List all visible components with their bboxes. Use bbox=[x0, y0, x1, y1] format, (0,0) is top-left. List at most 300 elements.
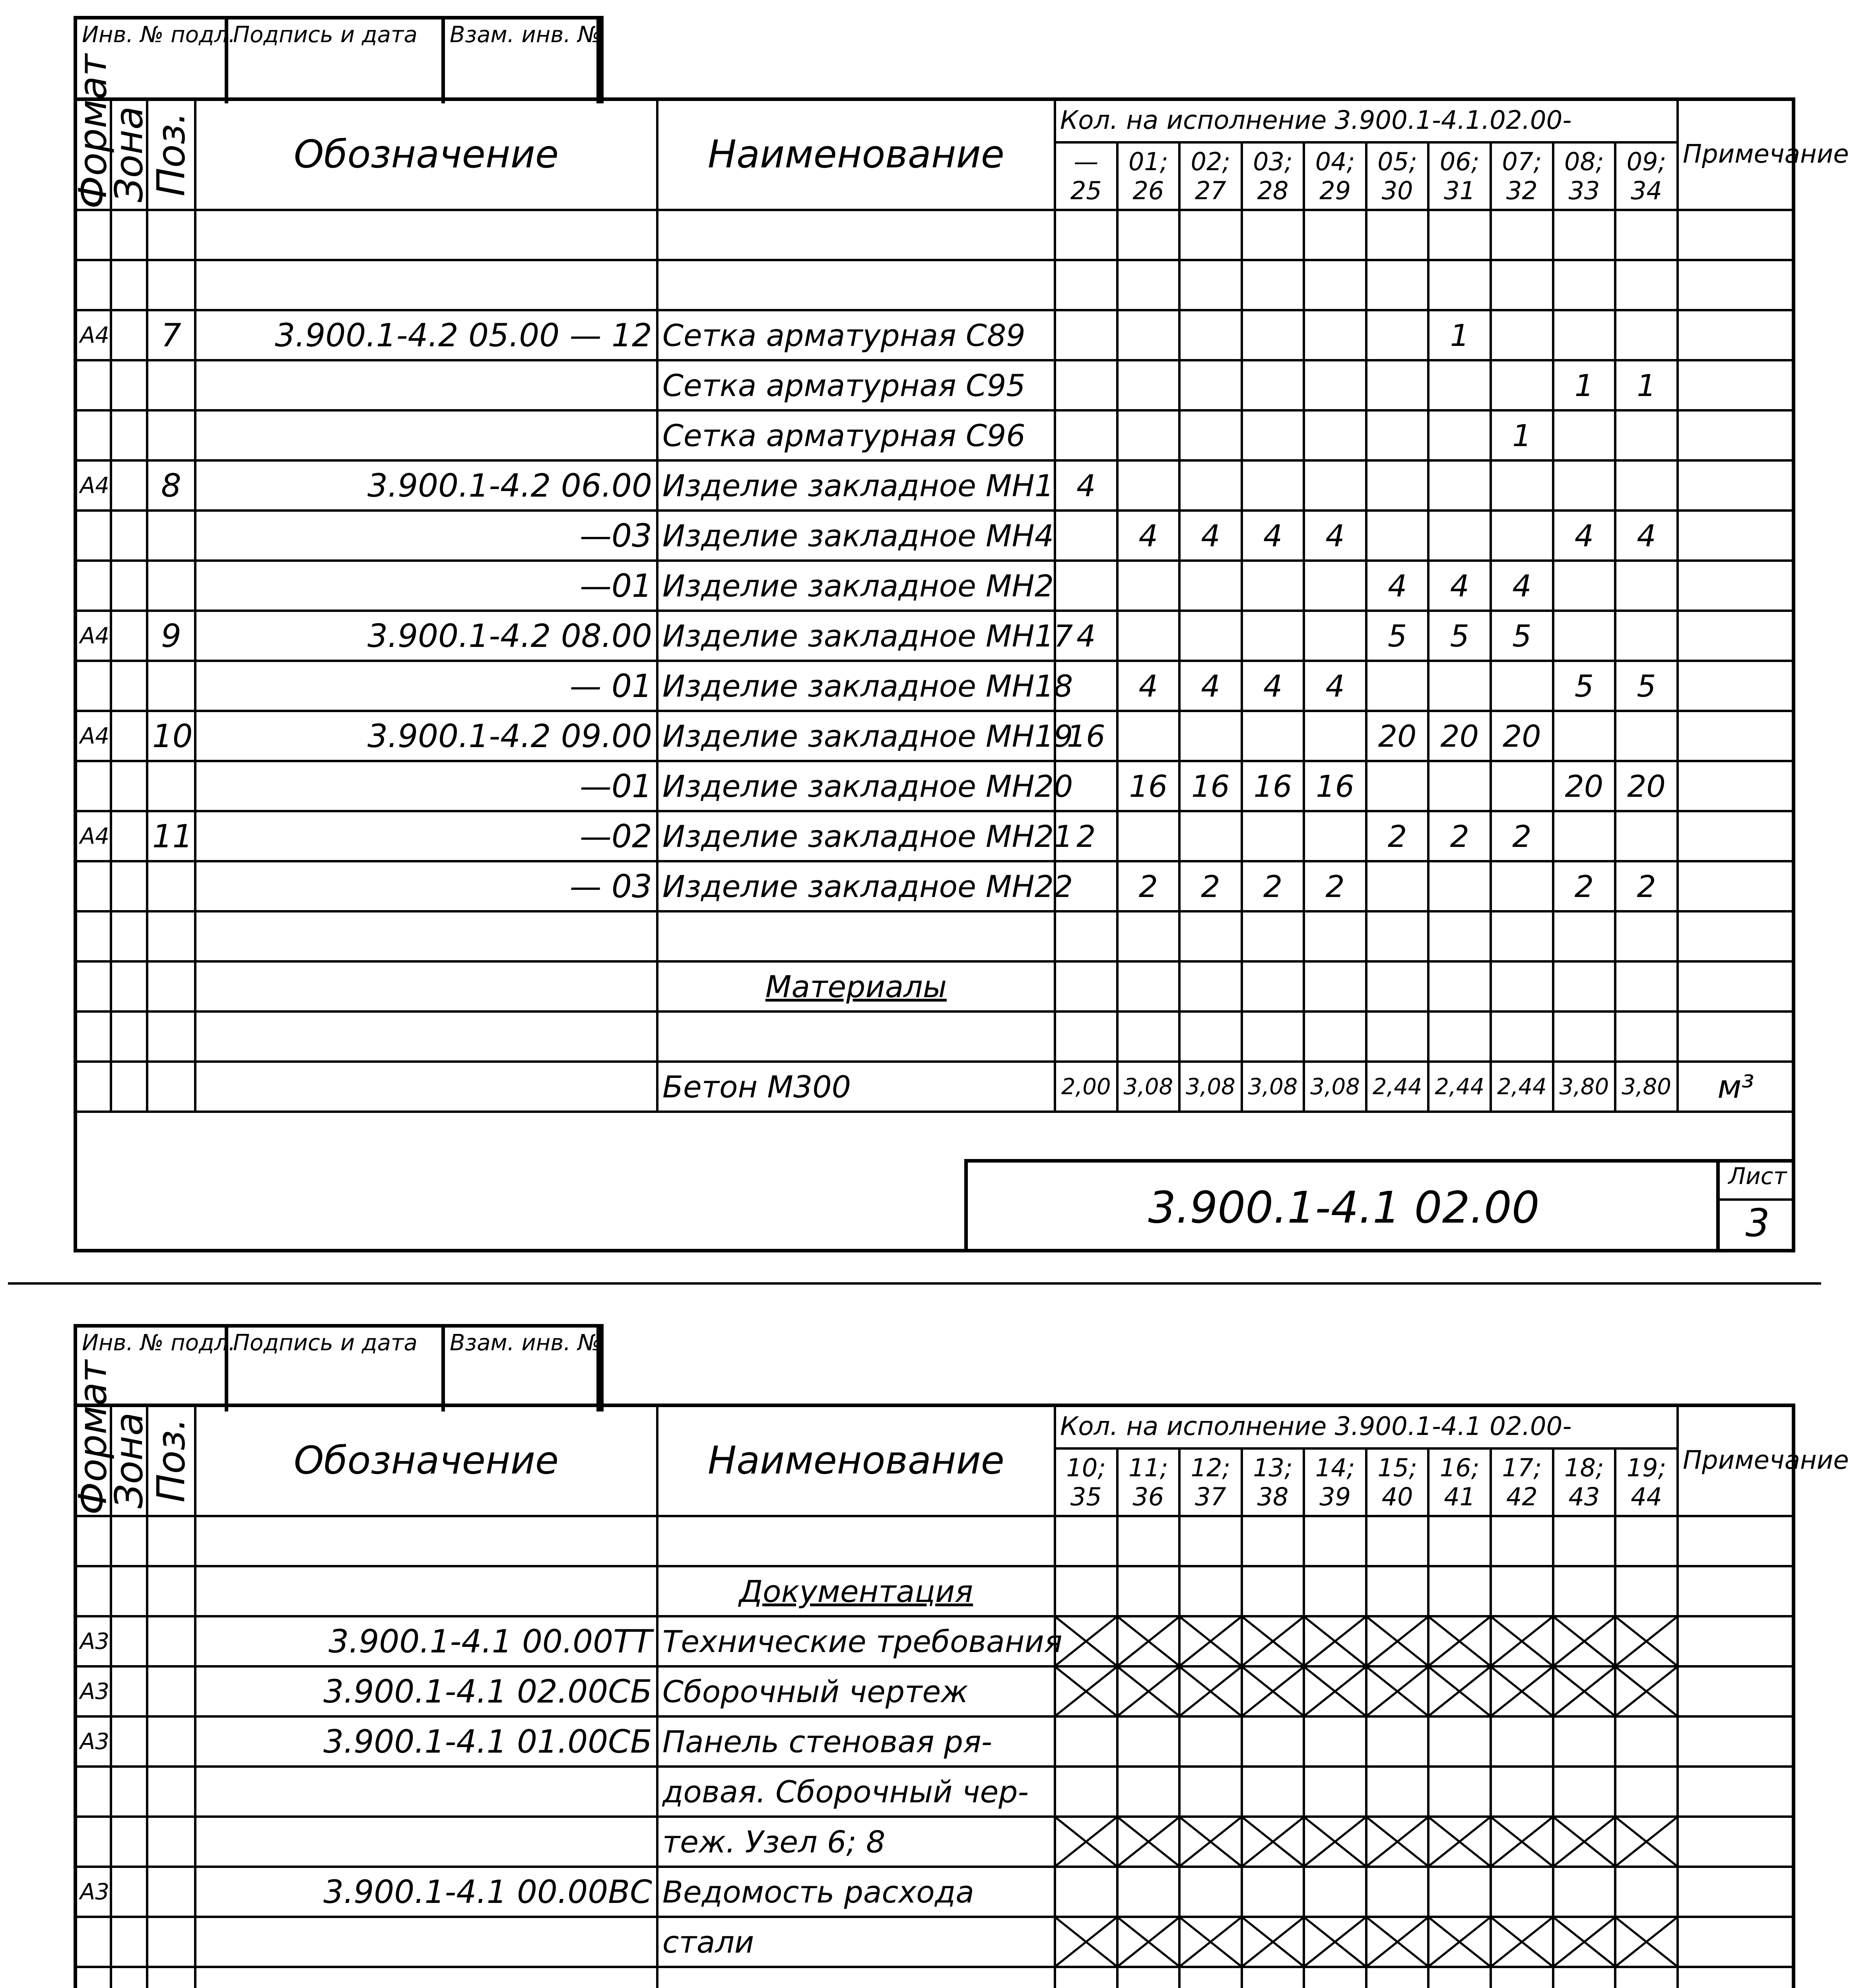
sheet-number-box bbox=[1716, 1163, 1795, 1252]
quantity-cell bbox=[1366, 911, 1429, 961]
table-row bbox=[75, 1967, 1794, 1988]
quantity-cell bbox=[1491, 310, 1553, 360]
quantity-cell bbox=[1055, 961, 1117, 1011]
not-applicable-cross bbox=[1242, 1666, 1304, 1716]
zone-cell bbox=[111, 1516, 147, 1566]
designation-header: Обозначение bbox=[195, 1405, 657, 1516]
designation-cell: —01 bbox=[195, 761, 657, 811]
quantity-cell bbox=[1055, 260, 1117, 310]
quantity-cell bbox=[1491, 1867, 1553, 1917]
quantity-cell bbox=[1491, 661, 1553, 711]
designation-cell bbox=[195, 1817, 657, 1867]
zone-cell bbox=[111, 260, 147, 310]
inventory-block bbox=[74, 1324, 604, 1411]
designation-cell: 3.900.1-4.1 01.00СБ bbox=[195, 1716, 657, 1767]
quantity-cell: 3,08 bbox=[1179, 1062, 1242, 1112]
quantity-cell bbox=[1366, 1967, 1429, 1988]
quantity-cell bbox=[1366, 961, 1429, 1011]
not-applicable-cross bbox=[1055, 1917, 1117, 1967]
quantity-cell bbox=[1179, 310, 1242, 360]
name-cell: стали bbox=[657, 1917, 1055, 1967]
format-cell bbox=[75, 260, 111, 310]
note-cell bbox=[1678, 811, 1794, 861]
quantity-cell: 2 bbox=[1615, 861, 1678, 911]
quantity-cell bbox=[1179, 1516, 1242, 1566]
name-cell: Сетка арматурная С89 bbox=[657, 310, 1055, 360]
format-header: Формат bbox=[75, 1405, 111, 1516]
quantity-cell bbox=[1615, 410, 1678, 460]
not-applicable-cross bbox=[1242, 1616, 1304, 1666]
quantity-cell bbox=[1366, 661, 1429, 711]
format-cell bbox=[75, 1967, 111, 1988]
quantity-cell bbox=[1615, 1767, 1678, 1817]
quantity-cell bbox=[1179, 561, 1242, 611]
zone-cell bbox=[111, 1817, 147, 1867]
zone-cell bbox=[111, 661, 147, 711]
not-applicable-cross bbox=[1615, 1817, 1678, 1867]
quantity-cell bbox=[1179, 1566, 1242, 1616]
quantity-cell bbox=[1366, 260, 1429, 310]
position-cell bbox=[147, 1867, 195, 1917]
quantity-cell bbox=[1304, 561, 1366, 611]
format-cell: А4 bbox=[75, 711, 111, 761]
format-cell bbox=[75, 661, 111, 711]
quantity-cell: 16 bbox=[1242, 761, 1304, 811]
quantity-cell bbox=[1615, 310, 1678, 360]
zone-cell bbox=[111, 761, 147, 811]
quantity-cell bbox=[1553, 410, 1616, 460]
format-cell: А4 bbox=[75, 611, 111, 661]
name-cell: Ведомость расхода bbox=[657, 1867, 1055, 1917]
table-row bbox=[75, 711, 1794, 761]
quantity-cell bbox=[1428, 1967, 1491, 1988]
variant-header: 11; 36 bbox=[1117, 1448, 1180, 1516]
zone-cell bbox=[111, 1767, 147, 1817]
signature-date-label: Подпись и дата bbox=[228, 1328, 445, 1411]
quantity-cell bbox=[1428, 511, 1491, 561]
name-cell: Технические требования bbox=[657, 1616, 1055, 1666]
quantity-cell bbox=[1117, 1867, 1180, 1917]
table-row bbox=[75, 961, 1794, 1011]
quantity-cell: 2 bbox=[1491, 811, 1553, 861]
note-cell bbox=[1678, 210, 1794, 260]
quantity-cell bbox=[1304, 1516, 1366, 1566]
quantity-cell bbox=[1117, 260, 1180, 310]
position-cell bbox=[147, 210, 195, 260]
quantity-cell bbox=[1117, 561, 1180, 611]
designation-cell: —01 bbox=[195, 561, 657, 611]
quantity-cell bbox=[1179, 260, 1242, 310]
format-cell bbox=[75, 861, 111, 911]
name-cell: Сборочный чертеж bbox=[657, 1666, 1055, 1716]
quantity-cell bbox=[1117, 911, 1180, 961]
not-applicable-cross bbox=[1304, 1817, 1366, 1867]
document-code: 3.900.1-4.1 02.00 bbox=[1148, 1182, 1540, 1233]
quantity-cell bbox=[1366, 310, 1429, 360]
quantity-cell bbox=[1242, 460, 1304, 511]
zone-cell bbox=[111, 1967, 147, 1988]
quantity-cell bbox=[1179, 911, 1242, 961]
quantity-cell bbox=[1304, 210, 1366, 260]
quantity-cell bbox=[1366, 1011, 1429, 1062]
quantity-cell bbox=[1428, 410, 1491, 460]
designation-cell: 3.900.1-4.1 00.00ТТ bbox=[195, 1616, 657, 1666]
quantity-cell bbox=[1242, 1566, 1304, 1616]
not-applicable-cross bbox=[1179, 1817, 1242, 1867]
designation-cell: —02 bbox=[195, 811, 657, 861]
variant-header: 14; 39 bbox=[1304, 1448, 1366, 1516]
quantity-cell: 3,08 bbox=[1304, 1062, 1366, 1112]
table-row bbox=[75, 561, 1794, 611]
format-cell bbox=[75, 511, 111, 561]
name-cell: Изделие закладное МН18 bbox=[657, 661, 1055, 711]
designation-cell bbox=[195, 260, 657, 310]
format-cell bbox=[75, 911, 111, 961]
quantity-cell bbox=[1428, 911, 1491, 961]
not-applicable-cross bbox=[1491, 1616, 1553, 1666]
zone-cell bbox=[111, 1716, 147, 1767]
zone-cell bbox=[111, 511, 147, 561]
quantity-cell: 2 bbox=[1117, 861, 1180, 911]
name-cell bbox=[657, 1516, 1055, 1566]
quantity-cell bbox=[1491, 460, 1553, 511]
quantity-cell bbox=[1179, 1867, 1242, 1917]
format-cell: А4 bbox=[75, 460, 111, 511]
note-cell bbox=[1678, 360, 1794, 410]
inv-no-label: Инв. № подл. bbox=[77, 19, 228, 103]
designation-cell: —03 bbox=[195, 511, 657, 561]
quantity-header: Кол. на исполнение 3.900.1-4.1.02.00- bbox=[1055, 99, 1678, 142]
table-row bbox=[75, 511, 1794, 561]
table-row bbox=[75, 1666, 1794, 1716]
quantity-cell: 5 bbox=[1553, 661, 1616, 711]
quantity-cell: 4 bbox=[1242, 511, 1304, 561]
quantity-cell: 3,08 bbox=[1117, 1062, 1180, 1112]
not-applicable-cross bbox=[1304, 1917, 1366, 1967]
designation-cell bbox=[195, 210, 657, 260]
name-cell bbox=[657, 210, 1055, 260]
quantity-cell bbox=[1428, 861, 1491, 911]
quantity-cell bbox=[1366, 861, 1429, 911]
quantity-cell bbox=[1428, 961, 1491, 1011]
position-header: Поз. bbox=[147, 1405, 195, 1516]
quantity-cell bbox=[1615, 811, 1678, 861]
quantity-cell bbox=[1179, 1767, 1242, 1817]
quantity-cell: 2,44 bbox=[1366, 1062, 1429, 1112]
quantity-cell bbox=[1179, 961, 1242, 1011]
position-cell bbox=[147, 1516, 195, 1566]
position-cell bbox=[147, 1616, 195, 1666]
quantity-cell bbox=[1491, 1767, 1553, 1817]
table-row bbox=[75, 1817, 1794, 1867]
quantity-cell bbox=[1615, 1516, 1678, 1566]
quantity-cell: 2 bbox=[1553, 861, 1616, 911]
quantity-cell bbox=[1428, 1767, 1491, 1817]
note-cell bbox=[1678, 911, 1794, 961]
quantity-cell bbox=[1615, 1566, 1678, 1616]
not-applicable-cross bbox=[1366, 1616, 1429, 1666]
quantity-cell: 2 bbox=[1242, 861, 1304, 911]
quantity-cell bbox=[1304, 360, 1366, 410]
name-cell: Изделие закладное МН2 bbox=[657, 561, 1055, 611]
quantity-cell bbox=[1428, 1516, 1491, 1566]
position-cell: 7 bbox=[147, 310, 195, 360]
note-cell bbox=[1678, 1967, 1794, 1988]
quantity-cell bbox=[1242, 360, 1304, 410]
quantity-cell bbox=[1553, 1967, 1616, 1988]
quantity-cell: 5 bbox=[1366, 611, 1429, 661]
quantity-cell bbox=[1117, 811, 1180, 861]
quantity-cell bbox=[1117, 1967, 1180, 1988]
quantity-cell bbox=[1428, 661, 1491, 711]
quantity-cell bbox=[1179, 410, 1242, 460]
table-row bbox=[75, 460, 1794, 511]
sheet-number: 3 bbox=[1745, 1201, 1770, 1245]
quantity-cell bbox=[1242, 1716, 1304, 1767]
quantity-cell: 2,44 bbox=[1491, 1062, 1553, 1112]
zone-cell bbox=[111, 310, 147, 360]
position-cell bbox=[147, 1062, 195, 1112]
quantity-cell bbox=[1491, 1566, 1553, 1616]
format-cell bbox=[75, 1011, 111, 1062]
quantity-cell bbox=[1179, 210, 1242, 260]
not-applicable-cross bbox=[1428, 1817, 1491, 1867]
quantity-cell bbox=[1553, 1716, 1616, 1767]
quantity-cell: 4 bbox=[1117, 661, 1180, 711]
quantity-cell bbox=[1304, 811, 1366, 861]
quantity-cell bbox=[1366, 1516, 1429, 1566]
designation-cell: 3.900.1-4.2 06.00 bbox=[195, 460, 657, 511]
note-header: Примечание bbox=[1678, 99, 1794, 210]
name-cell: Сетка арматурная С95 bbox=[657, 360, 1055, 410]
zone-cell bbox=[111, 1062, 147, 1112]
position-cell bbox=[147, 1817, 195, 1867]
format-cell bbox=[75, 210, 111, 260]
zone-cell bbox=[111, 1867, 147, 1917]
note-cell bbox=[1678, 561, 1794, 611]
quantity-cell: 4 bbox=[1304, 661, 1366, 711]
note-cell bbox=[1678, 1666, 1794, 1716]
zone-cell bbox=[111, 1917, 147, 1967]
quantity-cell bbox=[1366, 1566, 1429, 1616]
not-applicable-cross bbox=[1615, 1917, 1678, 1967]
not-applicable-cross bbox=[1117, 1917, 1180, 1967]
zone-cell bbox=[111, 410, 147, 460]
quantity-cell bbox=[1242, 811, 1304, 861]
zone-cell bbox=[111, 861, 147, 911]
variant-header: 10; 35 bbox=[1055, 1448, 1117, 1516]
quantity-cell bbox=[1304, 1566, 1366, 1616]
quantity-cell bbox=[1179, 611, 1242, 661]
variant-header: 04; 29 bbox=[1304, 142, 1366, 210]
note-cell bbox=[1678, 1516, 1794, 1566]
quantity-cell: 16 bbox=[1304, 761, 1366, 811]
quantity-cell bbox=[1553, 1516, 1616, 1566]
quantity-cell bbox=[1055, 1967, 1117, 1988]
quantity-cell bbox=[1491, 1011, 1553, 1062]
quantity-cell bbox=[1242, 961, 1304, 1011]
format-cell bbox=[75, 561, 111, 611]
quantity-cell bbox=[1615, 961, 1678, 1011]
name-cell: Изделие закладное МН22 bbox=[657, 861, 1055, 911]
quantity-cell bbox=[1055, 1011, 1117, 1062]
quantity-cell bbox=[1615, 911, 1678, 961]
quantity-cell: 1 bbox=[1428, 310, 1491, 360]
format-cell: А3 bbox=[75, 1666, 111, 1716]
quantity-cell bbox=[1055, 310, 1117, 360]
quantity-cell bbox=[1242, 1867, 1304, 1917]
format-cell: А3 bbox=[75, 1616, 111, 1666]
zone-cell bbox=[111, 360, 147, 410]
quantity-cell bbox=[1055, 561, 1117, 611]
quantity-cell: 1 bbox=[1615, 360, 1678, 410]
note-cell bbox=[1678, 1566, 1794, 1616]
variant-header: 07; 32 bbox=[1491, 142, 1553, 210]
quantity-cell bbox=[1615, 561, 1678, 611]
table-row bbox=[75, 1867, 1794, 1917]
quantity-cell bbox=[1179, 711, 1242, 761]
note-cell bbox=[1678, 1011, 1794, 1062]
quantity-cell bbox=[1304, 1716, 1366, 1767]
variant-header: 08; 33 bbox=[1553, 142, 1616, 210]
not-applicable-cross bbox=[1055, 1666, 1117, 1716]
designation-cell bbox=[195, 1516, 657, 1566]
quantity-cell bbox=[1055, 1716, 1117, 1767]
quantity-cell bbox=[1553, 260, 1616, 310]
name-cell bbox=[657, 260, 1055, 310]
not-applicable-cross bbox=[1242, 1817, 1304, 1867]
format-cell bbox=[75, 961, 111, 1011]
zone-cell bbox=[111, 460, 147, 511]
not-applicable-cross bbox=[1491, 1817, 1553, 1867]
designation-cell bbox=[195, 1967, 657, 1988]
position-cell bbox=[147, 410, 195, 460]
table-row bbox=[75, 1716, 1794, 1767]
quantity-cell bbox=[1553, 961, 1616, 1011]
quantity-cell bbox=[1491, 1716, 1553, 1767]
page-divider bbox=[8, 1282, 1821, 1285]
quantity-cell bbox=[1179, 1967, 1242, 1988]
quantity-cell bbox=[1117, 210, 1180, 260]
variant-header: 19; 44 bbox=[1615, 1448, 1678, 1516]
note-cell bbox=[1678, 711, 1794, 761]
designation-cell bbox=[195, 1917, 657, 1967]
table-row bbox=[75, 1767, 1794, 1817]
format-cell: А4 bbox=[75, 811, 111, 861]
quantity-cell: 4 bbox=[1242, 661, 1304, 711]
position-cell bbox=[147, 911, 195, 961]
name-cell: Изделие закладное МН4 bbox=[657, 511, 1055, 561]
not-applicable-cross bbox=[1242, 1917, 1304, 1967]
quantity-cell bbox=[1304, 911, 1366, 961]
title-stamp bbox=[964, 1159, 1795, 1252]
table-row bbox=[75, 661, 1794, 711]
note-cell bbox=[1678, 1616, 1794, 1666]
quantity-cell bbox=[1428, 1716, 1491, 1767]
name-cell: Документация bbox=[657, 1566, 1055, 1616]
zone-cell bbox=[111, 1616, 147, 1666]
format-cell bbox=[75, 1917, 111, 1967]
note-cell bbox=[1678, 961, 1794, 1011]
quantity-cell bbox=[1366, 1716, 1429, 1767]
quantity-cell: 2 bbox=[1179, 861, 1242, 911]
quantity-cell: 2 bbox=[1428, 811, 1491, 861]
quantity-cell bbox=[1304, 611, 1366, 661]
not-applicable-cross bbox=[1491, 1666, 1553, 1716]
name-header: Наименование bbox=[657, 1405, 1055, 1516]
quantity-cell: 4 bbox=[1615, 511, 1678, 561]
quantity-cell bbox=[1491, 761, 1553, 811]
quantity-cell bbox=[1491, 511, 1553, 561]
quantity-cell bbox=[1366, 511, 1429, 561]
note-cell bbox=[1678, 460, 1794, 511]
quantity-cell: 4 bbox=[1553, 511, 1616, 561]
format-cell bbox=[75, 761, 111, 811]
quantity-cell bbox=[1615, 210, 1678, 260]
not-applicable-cross bbox=[1553, 1616, 1616, 1666]
quantity-cell bbox=[1615, 460, 1678, 511]
note-cell bbox=[1678, 661, 1794, 711]
variant-header: 05; 30 bbox=[1366, 142, 1429, 210]
quantity-cell bbox=[1428, 460, 1491, 511]
not-applicable-cross bbox=[1055, 1817, 1117, 1867]
quantity-cell bbox=[1553, 911, 1616, 961]
quantity-cell bbox=[1304, 1867, 1366, 1917]
quantity-cell bbox=[1055, 360, 1117, 410]
note-cell bbox=[1678, 761, 1794, 811]
name-cell: довая. Сборочный чер- bbox=[657, 1767, 1055, 1817]
name-cell: Материалы bbox=[657, 961, 1055, 1011]
format-cell bbox=[75, 1516, 111, 1566]
quantity-cell bbox=[1055, 410, 1117, 460]
variant-header: 02; 27 bbox=[1179, 142, 1242, 210]
quantity-cell bbox=[1553, 611, 1616, 661]
replace-inv-label: Взам. инв. № bbox=[445, 1328, 600, 1411]
quantity-cell bbox=[1117, 410, 1180, 460]
quantity-cell bbox=[1242, 1011, 1304, 1062]
position-cell bbox=[147, 1011, 195, 1062]
quantity-cell bbox=[1366, 460, 1429, 511]
note-cell bbox=[1678, 1867, 1794, 1917]
quantity-cell bbox=[1242, 260, 1304, 310]
quantity-cell bbox=[1304, 260, 1366, 310]
format-cell bbox=[75, 1062, 111, 1112]
position-cell: 9 bbox=[147, 611, 195, 661]
signature-date-label: Подпись и дата bbox=[228, 19, 445, 103]
quantity-cell bbox=[1491, 861, 1553, 911]
quantity-cell: 4 bbox=[1179, 511, 1242, 561]
not-applicable-cross bbox=[1428, 1666, 1491, 1716]
quantity-cell bbox=[1428, 761, 1491, 811]
quantity-cell bbox=[1055, 210, 1117, 260]
zone-header: Зона bbox=[111, 1405, 147, 1516]
quantity-cell bbox=[1117, 360, 1180, 410]
sheet-4 bbox=[70, 1324, 1849, 1988]
name-cell bbox=[657, 1011, 1055, 1062]
position-cell bbox=[147, 761, 195, 811]
quantity-cell: 20 bbox=[1428, 711, 1491, 761]
quantity-cell bbox=[1615, 711, 1678, 761]
table-row bbox=[75, 861, 1794, 911]
not-applicable-cross bbox=[1428, 1917, 1491, 1967]
quantity-cell bbox=[1428, 210, 1491, 260]
quantity-cell: 2,44 bbox=[1428, 1062, 1491, 1112]
quantity-cell bbox=[1055, 511, 1117, 561]
variant-header: 12; 37 bbox=[1179, 1448, 1242, 1516]
name-cell: Бетон М300 bbox=[657, 1062, 1055, 1112]
variant-header: 18; 43 bbox=[1553, 1448, 1616, 1516]
quantity-cell bbox=[1304, 711, 1366, 761]
